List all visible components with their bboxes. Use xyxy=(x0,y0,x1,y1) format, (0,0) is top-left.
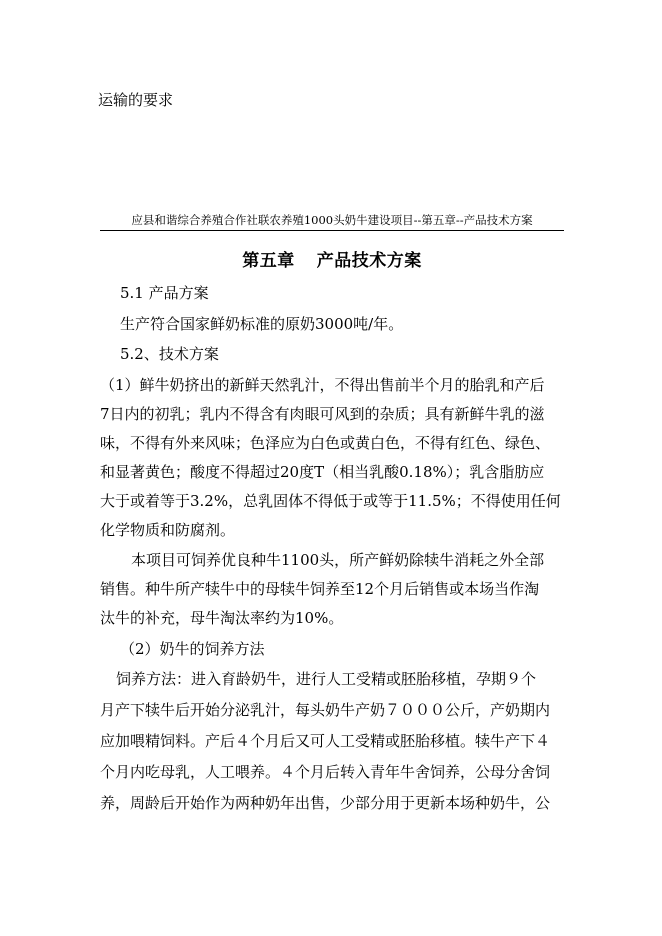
paragraph-3-line: 个月内吃母乳，人工喂养。４个月后转入青年牛舍饲养，公母分舍饲 xyxy=(100,763,551,781)
chapter-number: 第五章 xyxy=(242,251,295,271)
paragraph-3-line: 饲养方法：进入育龄奶牛，进行人工受精或胚胎移植，孕期９个 xyxy=(116,670,537,688)
header-rule xyxy=(100,230,564,231)
paragraph-1-line: 7日内的初乳；乳内不得含有肉眼可风到的杂质；具有新鲜牛乳的滋 xyxy=(100,405,545,423)
paragraph-1-line: 和显著黄色；酸度不得超过20度T（相当乳酸0.18%）；乳含脂肪应 xyxy=(100,463,545,481)
paragraph-2-line: 汰牛的补充，母牛淘汰率约为10%。 xyxy=(100,609,344,627)
section-5-2-heading: 5.2、技术方案 xyxy=(120,345,219,363)
paragraph-3-line: 月产下犊牛后开始分泌乳汁，每头奶牛产奶７０００公斤，产奶期内 xyxy=(100,701,551,719)
section-5-1-heading: 5.1 产品方案 xyxy=(120,284,209,302)
chapter-title xyxy=(100,246,564,271)
paragraph-3-line: 应加喂精饲料。产后４个月后又可人工受精或胚胎移植。犊牛产下４ xyxy=(100,732,551,750)
paragraph-1-line: （1）鲜牛奶挤出的新鲜天然乳汁，不得出售前半个月的胎乳和产后 xyxy=(100,376,545,394)
previous-page-fragment: 运输的要求 xyxy=(98,91,174,109)
paragraph-1-line: 化学物质和防腐剂。 xyxy=(100,521,236,539)
chapter-name: 产品技术方案 xyxy=(316,251,422,271)
paragraph-1-line: 大于或着等于3.2%，总乳固体不得低于或等于11.5%；不得使用任何 xyxy=(100,492,561,510)
section-5-1-body: 生产符合国家鲜奶标准的原奶3000吨/年。 xyxy=(120,315,404,333)
running-header: 应县和谐综合养殖合作社联农养殖1000头奶牛建设项目--第五章--产品技术方案 xyxy=(131,213,533,227)
paragraph-2-line: 本项目可饲养优良种牛1100头，所产鲜奶除犊牛消耗之外全部 xyxy=(131,551,545,569)
subsection-2-heading: （2）奶牛的饲养方法 xyxy=(120,640,265,658)
paragraph-1-line: 味，不得有外来风味；色泽应为白色或黄白色，不得有红色、绿色、 xyxy=(100,434,551,452)
paragraph-2-line: 销售。种牛所产犊牛中的母犊牛饲养至12个月后销售或本场当作淘 xyxy=(100,580,540,598)
paragraph-3-line: 养，周龄后开始作为两种奶年出售，少部分用于更新本场种奶牛，公 xyxy=(100,794,551,812)
